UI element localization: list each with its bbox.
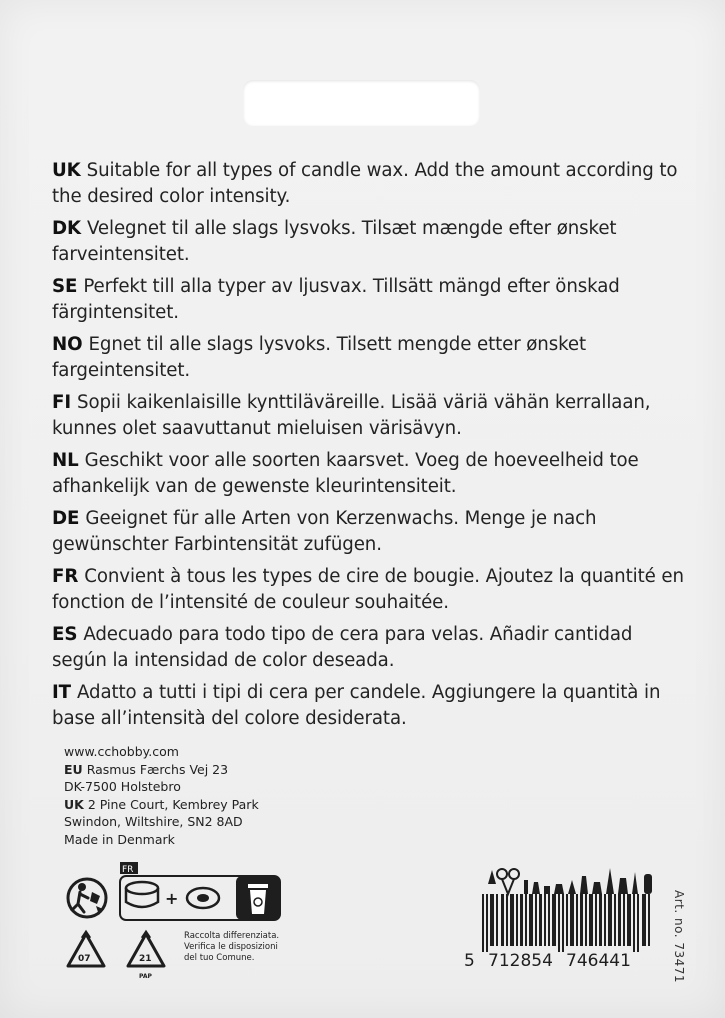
recycling-note-line2: Verifica le disposizioni bbox=[184, 942, 278, 952]
lang-code: SE bbox=[52, 276, 78, 297]
barcode-bars bbox=[482, 894, 650, 952]
uk-address-line bbox=[64, 796, 259, 814]
recycle-21-icon bbox=[128, 932, 164, 980]
website-link[interactable]: www.cchobby.com bbox=[64, 744, 179, 759]
instruction-text: Convient à tous les types de cire de bougie. Ajoutez la quantité en fonction de l’intensité de couleur souhaitée. bbox=[52, 566, 684, 613]
craft-tools-icon bbox=[488, 868, 652, 894]
instruction-text: Geeignet für alle Arten von Kerzenwachs. Menge je nach gewünschter Farbintensität zufügen. bbox=[52, 508, 597, 555]
instruction-de bbox=[52, 506, 692, 558]
instruction-text: Velegnet til alle slags lysvoks. Tilsæt mængde efter ønsket farveintensitet. bbox=[52, 218, 617, 265]
instruction-text: Egnet til alle slags lysvoks. Tilsett mengde etter ønsket fargeintensitet. bbox=[52, 334, 587, 381]
lang-code: ES bbox=[52, 624, 78, 645]
recycle-code-21: 21 bbox=[139, 954, 152, 964]
instruction-text: Sopii kaikenlaisille kynttiläväreille. Lisää väriä vähän kerrallaan, kunnes olet saavuttanut mieluisen värisävyn. bbox=[52, 392, 651, 439]
instruction-text: Adatto a tutti i tipi di cera per candele. Aggiungere la quantità in base all’intensità del colore desiderata. bbox=[52, 682, 661, 729]
recycling-icons bbox=[64, 862, 364, 982]
recycling-note bbox=[184, 931, 279, 964]
fr-label: FR bbox=[122, 865, 134, 875]
article-number: Art. no. 73471 bbox=[672, 890, 686, 984]
recycle-code-07: 07 bbox=[78, 954, 91, 964]
recycling-note-line1: Raccolta differenziata. bbox=[184, 931, 280, 941]
lang-code: DE bbox=[52, 508, 80, 529]
lang-code: NO bbox=[52, 334, 83, 355]
lang-code: NL bbox=[52, 450, 79, 471]
instruction-text: Suitable for all types of candle wax. Add the amount according to the desired color intensity. bbox=[52, 160, 678, 207]
instruction-uk bbox=[52, 158, 692, 210]
instruction-list bbox=[52, 158, 692, 738]
recycling-note-line3: del tuo Comune. bbox=[184, 953, 255, 963]
lang-code: IT bbox=[52, 682, 71, 703]
hang-hole bbox=[243, 80, 480, 126]
eu-label: EU bbox=[64, 761, 83, 777]
barcode bbox=[458, 862, 668, 982]
eu-address-line bbox=[64, 761, 259, 779]
lang-code: FR bbox=[52, 566, 79, 587]
instruction-es bbox=[52, 622, 692, 674]
barcode-group1: 712854 bbox=[488, 951, 553, 971]
instruction-no bbox=[52, 332, 692, 384]
recycle-code-pap: PAP bbox=[139, 973, 152, 980]
uk-city: Swindon, Wiltshire, SN2 8AD bbox=[64, 814, 243, 829]
barcode-first-digit: 5 bbox=[464, 951, 475, 971]
lang-code: FI bbox=[52, 392, 71, 413]
made-in: Made in Denmark bbox=[64, 831, 175, 847]
instruction-dk bbox=[52, 216, 692, 268]
recycle-07-icon bbox=[68, 932, 104, 966]
instruction-it bbox=[52, 680, 692, 732]
instruction-fr bbox=[52, 564, 692, 616]
eu-city: DK-7500 Holstebro bbox=[64, 779, 181, 794]
instruction-nl bbox=[52, 448, 692, 500]
eu-street: Rasmus Færchs Vej 23 bbox=[86, 761, 229, 777]
instruction-fi bbox=[52, 390, 692, 442]
barcode-group2: 746441 bbox=[566, 951, 631, 971]
instruction-se bbox=[52, 274, 692, 326]
uk-street: 2 Pine Court, Kembrey Park bbox=[87, 796, 259, 812]
uk-label: UK bbox=[64, 796, 84, 812]
triman-icon bbox=[68, 879, 106, 917]
instruction-text: Adecuado para todo tipo de cera para velas. Añadir cantidad según la intensidad de color deseada. bbox=[52, 624, 633, 671]
svg-text:+: + bbox=[165, 889, 179, 908]
instruction-text: Geschikt voor alle soorten kaarsvet. Voeg de hoeveelheid toe afhankelijk van de gewenste kleurintensiteit. bbox=[52, 450, 639, 497]
company-info bbox=[64, 743, 259, 848]
lang-code: DK bbox=[52, 218, 81, 239]
info-tri-panel bbox=[120, 862, 280, 920]
lang-code: UK bbox=[52, 160, 81, 181]
instruction-text: Perfekt till alla typer av ljusvax. Tillsätt mängd efter önskad färgintensitet. bbox=[52, 276, 620, 323]
